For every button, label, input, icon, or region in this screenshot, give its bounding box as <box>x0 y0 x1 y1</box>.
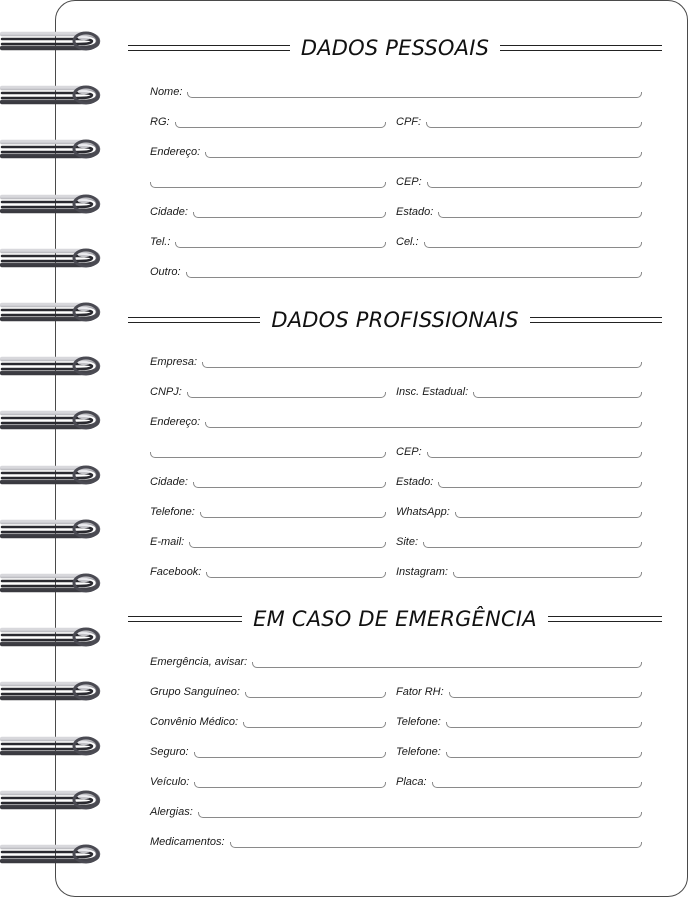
input-line[interactable] <box>446 752 642 758</box>
input-line[interactable] <box>205 152 642 158</box>
input-line[interactable] <box>243 722 386 728</box>
spiral-ring-icon <box>0 783 102 817</box>
field-whatsapp[interactable] <box>396 502 642 520</box>
input-line[interactable] <box>455 512 642 518</box>
spiral-ring-icon <box>0 837 102 871</box>
field-veiculo[interactable] <box>150 772 386 790</box>
field-label: Insc. Estadual: <box>396 386 469 398</box>
field-alergias[interactable] <box>150 802 642 820</box>
field-convenio-medico[interactable] <box>150 712 386 730</box>
field-label: Placa: <box>396 776 427 788</box>
title-rule-right <box>548 616 662 622</box>
input-line[interactable] <box>438 212 642 218</box>
field-label: Telefone: <box>396 716 441 728</box>
input-line[interactable] <box>449 692 642 698</box>
field-grupo-sanguineo[interactable] <box>150 682 386 700</box>
section-title-emergency <box>128 607 662 631</box>
input-line[interactable] <box>205 422 642 428</box>
field-label: Medicamentos: <box>150 836 225 848</box>
field-instagram[interactable] <box>396 562 642 580</box>
field-estado[interactable] <box>396 202 642 220</box>
field-tel[interactable] <box>150 232 386 250</box>
field-label: CEP: <box>396 176 422 188</box>
input-line[interactable] <box>150 182 386 188</box>
spiral-ring-icon <box>0 512 102 546</box>
field-label: Endereço: <box>150 146 201 158</box>
field-fator-rh[interactable] <box>396 682 642 700</box>
input-line[interactable] <box>189 542 386 548</box>
field-label: Estado: <box>396 206 434 218</box>
title-rule-left <box>128 317 260 323</box>
field-label: Cidade: <box>150 206 188 218</box>
input-line[interactable] <box>427 452 642 458</box>
input-line[interactable] <box>202 362 642 368</box>
spiral-ring-icon <box>0 78 102 112</box>
field-label: Estado: <box>396 476 434 488</box>
spiral-ring-icon <box>0 403 102 437</box>
field-site[interactable] <box>396 532 642 550</box>
spiral-ring-icon <box>0 349 102 383</box>
input-line[interactable] <box>423 542 642 548</box>
input-line[interactable] <box>193 482 386 488</box>
spiral-ring-icon <box>0 241 102 275</box>
field-label: Fator RH: <box>396 686 444 698</box>
field-empresa[interactable] <box>150 352 642 370</box>
input-line[interactable] <box>186 272 642 278</box>
section-title-professional <box>128 308 662 332</box>
field-label: Convênio Médico: <box>150 716 239 728</box>
input-line[interactable] <box>194 752 386 758</box>
field-telefone-prof[interactable] <box>150 502 386 520</box>
input-line[interactable] <box>187 392 386 398</box>
field-label: RG: <box>150 116 170 128</box>
input-line[interactable] <box>175 242 386 248</box>
input-line[interactable] <box>193 212 386 218</box>
field-label: WhatsApp: <box>396 506 450 518</box>
title-rule-left <box>128 45 290 51</box>
input-line[interactable] <box>175 122 386 128</box>
field-insc-estadual[interactable] <box>396 382 642 400</box>
field-telefone-seguro[interactable] <box>396 742 642 760</box>
field-endereco-prof-cont[interactable] <box>150 442 386 460</box>
input-line[interactable] <box>150 452 386 458</box>
input-line[interactable] <box>187 92 642 98</box>
input-line[interactable] <box>427 182 642 188</box>
field-label: Seguro: <box>150 746 189 758</box>
field-label: E-mail: <box>150 536 185 548</box>
field-outro[interactable] <box>150 262 642 280</box>
field-email[interactable] <box>150 532 386 550</box>
field-medicamentos[interactable] <box>150 832 642 850</box>
input-line[interactable] <box>473 392 642 398</box>
field-rg[interactable] <box>150 112 386 130</box>
field-label: CNPJ: <box>150 386 182 398</box>
field-endereco-cont[interactable] <box>150 172 386 190</box>
input-line[interactable] <box>453 572 642 578</box>
spiral-ring-icon <box>0 566 102 600</box>
field-cel[interactable] <box>396 232 642 250</box>
field-label: Telefone: <box>396 746 441 758</box>
field-label: Alergias: <box>150 806 193 818</box>
field-endereco-prof[interactable] <box>150 412 642 430</box>
field-label: Outro: <box>150 266 181 278</box>
field-label: Cel.: <box>396 236 419 248</box>
field-label: CEP: <box>396 446 422 458</box>
field-label: Site: <box>396 536 419 548</box>
spiral-binding <box>0 0 110 900</box>
field-label: Nome: <box>150 86 183 98</box>
section-heading: DADOS PROFISSIONAIS <box>271 308 519 332</box>
spiral-ring-icon <box>0 729 102 763</box>
field-emergencia-avisar[interactable] <box>150 652 642 670</box>
field-label: Grupo Sanguíneo: <box>150 686 240 698</box>
field-label: Emergência, avisar: <box>150 656 248 668</box>
input-line[interactable] <box>206 572 386 578</box>
field-nome[interactable] <box>150 82 642 100</box>
field-label: Tel.: <box>150 236 171 248</box>
section-title-personal <box>128 36 662 60</box>
field-label: Endereço: <box>150 416 201 428</box>
field-cep-prof[interactable] <box>396 442 642 460</box>
spiral-ring-icon <box>0 295 102 329</box>
field-facebook[interactable] <box>150 562 386 580</box>
title-rule-right <box>500 45 662 51</box>
field-cidade-prof[interactable] <box>150 472 386 490</box>
input-line[interactable] <box>230 842 642 848</box>
field-cpf[interactable] <box>396 112 642 130</box>
field-cidade[interactable] <box>150 202 386 220</box>
field-telefone-convenio[interactable] <box>396 712 642 730</box>
field-cnpj[interactable] <box>150 382 386 400</box>
input-line[interactable] <box>198 812 642 818</box>
field-placa[interactable] <box>396 772 642 790</box>
field-endereco[interactable] <box>150 142 642 160</box>
field-label: Facebook: <box>150 566 202 578</box>
title-rule-left <box>128 616 242 622</box>
input-line[interactable] <box>245 692 386 698</box>
field-label: Empresa: <box>150 356 198 368</box>
input-line[interactable] <box>432 782 642 788</box>
input-line[interactable] <box>252 662 642 668</box>
input-line[interactable] <box>194 782 386 788</box>
field-label: Telefone: <box>150 506 195 518</box>
field-label: Cidade: <box>150 476 188 488</box>
spiral-ring-icon <box>0 674 102 708</box>
field-estado-prof[interactable] <box>396 472 642 490</box>
spiral-ring-icon <box>0 132 102 166</box>
input-line[interactable] <box>200 512 386 518</box>
spiral-ring-icon <box>0 187 102 221</box>
field-label: Instagram: <box>396 566 448 578</box>
input-line[interactable] <box>438 482 642 488</box>
spiral-ring-icon <box>0 620 102 654</box>
title-rule-right <box>530 317 662 323</box>
field-seguro[interactable] <box>150 742 386 760</box>
spiral-ring-icon <box>0 458 102 492</box>
field-cep[interactable] <box>396 172 642 190</box>
input-line[interactable] <box>424 242 642 248</box>
field-label: Veículo: <box>150 776 190 788</box>
section-heading: EM CASO DE EMERGÊNCIA <box>253 607 537 631</box>
section-heading: DADOS PESSOAIS <box>300 36 490 60</box>
field-label: CPF: <box>396 116 422 128</box>
spiral-ring-icon <box>0 24 102 58</box>
input-line[interactable] <box>426 122 642 128</box>
input-line[interactable] <box>446 722 642 728</box>
